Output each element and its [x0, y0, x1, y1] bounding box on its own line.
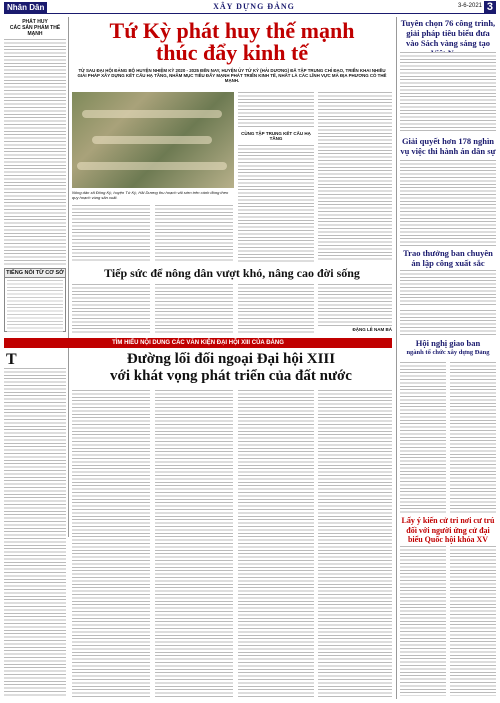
second-body-col1: [72, 284, 150, 334]
main-headline: [72, 20, 392, 64]
left-box-title: TIẾNG NÓI TỪ CƠ SỞ: [6, 270, 64, 276]
news2-title: Giải quyết hơn 178 nghìn vụ việc thi hành án dân sự: [400, 136, 496, 156]
continued-col-a: [400, 310, 496, 336]
photo-highlight: [82, 110, 222, 118]
news4-title: [400, 338, 496, 358]
news3-body: [400, 270, 496, 306]
news1-title: Tuyên chọn 76 công trình, giải pháp tiêu biểu đưa vào Sách vàng sáng tạo: [400, 18, 496, 48]
main-headline-line2: thúc đẩy kinh tế: [155, 40, 309, 65]
main-sapo: TỪ SAU ĐẠI HỘI ĐẢNG BỘ HUYỆN NHIỆM KỲ 2020 - 2025 ĐẾN NAY, HUYỆN ỦY TỨ KỲ (HẢI DƯƠNG) ĐÃ TẬP TRUNG CHỈ ĐẠO, TRIỂN KHAI NHIỀU GIẢI PHÁP XÂY DỰNG KẾT CẤU HẠ TẦNG, NHÂM MỤC TIÊU ĐẨY MẠNH PHÁT TRIỂN KINH TẾ, NHẤT LÀ CÁC LĨNH VỰC MÀ ĐỊA PHƯƠNG CÓ THẾ MẠNH.: [77, 68, 387, 84]
news4-body-a: [400, 362, 446, 514]
news4-title-line1: Hội nghị giao ban: [415, 338, 481, 348]
second-byline: ĐẶNG LÊ NAM BÁ: [352, 327, 392, 332]
news1-body: [400, 52, 496, 132]
news4-title-line2: ngành tổ chức xây dựng Đảng: [406, 349, 490, 356]
main-body-col1: [72, 205, 150, 262]
left-kicker-title: CÁC SẢN PHẨM THẾ MẠNH: [9, 25, 61, 37]
feature-dropcap: T: [6, 351, 17, 368]
news5-title: Lấy ý kiến cử tri nơi cư trú đối với người ứng cử đại biểu Quốc hội khóa XV: [401, 516, 495, 544]
left-body-text: [4, 39, 66, 267]
page-number: 3: [484, 1, 496, 13]
main-body-col2: [155, 205, 233, 262]
masthead: [4, 2, 496, 14]
second-body-col3: [238, 284, 314, 334]
left-box-body: [7, 280, 63, 332]
second-headline: Tiếp sức để nông dân vượt khó, nâng cao đời sống: [104, 266, 360, 280]
feature-headline-line1: Đường lối đối ngoại Đại hội XIII: [126, 351, 336, 367]
feature-body-col1: [72, 390, 150, 698]
news4-body-b: [450, 362, 496, 514]
feature-body-col3: [238, 390, 314, 698]
photo-highlight: [77, 162, 227, 170]
photo-highlight: [92, 136, 212, 144]
main-headline-line1: Tứ Kỳ phát huy thế mạnh: [109, 18, 355, 43]
main-body-col4: [318, 92, 392, 262]
news5-body-a: [400, 546, 446, 696]
second-body-col4: [318, 284, 392, 326]
feature-banner: TÌM HIỂU NỘI DUNG CÁC VĂN KIỆN ĐẠI HỘI XIII CỦA ĐẢNG: [4, 338, 392, 348]
main-body-col3b: [238, 145, 314, 262]
right-divider: [396, 17, 397, 699]
feature-body-col2: [155, 390, 233, 698]
left-box: [4, 268, 66, 332]
main-photo: [72, 92, 234, 188]
news3-title: Trao thưởng ban chuyên án lập công xuất sắc: [403, 248, 493, 268]
section-title: XÂY DỰNG ĐẢNG: [213, 2, 295, 11]
feature-headline: [70, 351, 392, 385]
main-subhead: CÙNG TẬP TRUNG KẾT CẤU HẠ TẦNG: [241, 131, 311, 141]
column-divider: [68, 17, 69, 537]
feature-body-col4: [318, 390, 392, 698]
news2-body: [400, 160, 496, 246]
second-body-col2: [155, 284, 233, 334]
photo-caption: Nông dân xã Đông Kỳ, huyện Tứ Kỳ, Hải Dương thu hoạch vải sớm trên cánh đồng theo quy hoạch vùng sản xuất.: [72, 190, 229, 200]
left-column: [4, 17, 66, 267]
newspaper-logo: Nhân Dân: [4, 2, 47, 13]
main-body-col3: [238, 92, 314, 129]
left-kicker-small: PHÁT HUY: [22, 19, 48, 25]
news5-body-b: [450, 546, 496, 696]
feature-body-col0: [4, 368, 66, 698]
issue-date: 3-6-2021: [457, 3, 482, 9]
feature-headline-line2: với khát vọng phát triển của đất nước: [110, 368, 352, 384]
